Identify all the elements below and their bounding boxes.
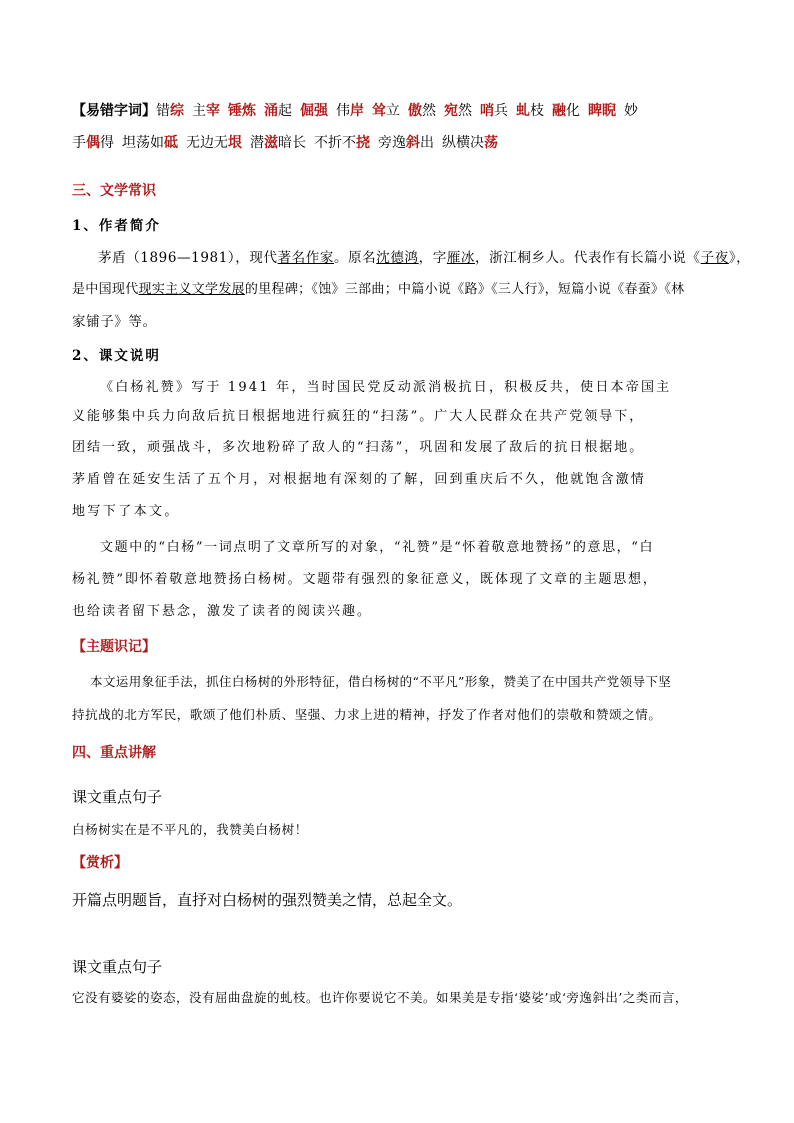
word: 潜滋暗长 [250,135,306,151]
underlined-text: 雁冰 [446,250,476,266]
appreciate-text: 开篇点明题旨，直抒对白杨树的强烈赞美之情，总起全文。 [72,891,463,909]
text: 的里程碑；《蚀》三部曲；中篇小说《路》《三人行》，短篇小说《春蚕》《林 [244,282,685,297]
text: 》， [728,250,751,266]
text-desc-line: 《白杨礼赞》写于 1941 年，当时国民党反动派消极抗日，积极反共，使日本帝国主 [100,380,672,395]
underlined-text: 子夜 [700,250,729,266]
text-desc-line: 也给读者留下悬念，激发了读者的阅读兴趣。 [72,604,373,619]
text: 茅盾（1896—1981），现代 [98,250,278,266]
key-sentence: 白杨树实在是不平凡的，我赞美白杨树！ [72,822,308,837]
word: 融化 [552,103,580,119]
section-4-title: 四、重点讲解 [72,745,156,761]
text: ，浙江桐乡人。代表作有长篇小说《 [475,250,701,266]
text-desc-line: 杨礼赞”即怀着敬意地赞扬白杨树。文题带有强烈的象征意义，既体现了文章的主题思想， [72,572,658,587]
text-desc-line: 地写下了本文。 [72,504,180,519]
word: 错综 [156,103,184,119]
underlined-text: 沈德鸿 [376,250,419,266]
word: 睥睨 [588,103,616,119]
word: 虬枝 [516,103,544,119]
text: 是中国现代 [72,282,139,297]
text-desc-line: 茅盾曾在延安生活了五个月，对根据地有深刻的了解，回到重庆后不久，他就饱含激情 [72,472,646,487]
key-sentence: 它没有婆娑的姿态，没有屈曲盘旋的虬枝。也许你要说它不美。如果美是专指‘婆娑’或‘旁逸斜出’之类而言， [72,990,688,1005]
word: 旁逸斜出 [378,135,434,151]
text-desc-line: 义能够集中兵力向敌后抗日根据地进行疯狂的“扫荡”。广大人民群众在共产党领导下， [72,409,645,424]
word: 手偶得 [72,135,114,151]
text: ，字 [418,250,447,266]
underlined-text: 现实主义文学发展 [138,282,245,297]
key-sentence-label: 课文重点句子 [72,958,163,976]
author-text-line-3: 家铺子》等。 [72,314,157,330]
word: 主宰 [192,103,220,119]
word: 妙 [624,103,638,119]
word: 锤炼 [228,103,256,119]
text-desc-line: 文题中的“白杨”一词点明了文章所写的对象，“礼赞”是“怀着敬意地赞扬”的意思，“白 [100,540,655,555]
theme-heading: 【主题识记】 [72,639,156,655]
text: 。原名 [333,250,377,266]
word: 伟岸 [336,103,364,119]
word: 哨兵 [480,103,508,119]
author-text-line-2 [72,278,684,297]
word: 倔强 [300,103,328,119]
text-heading: 2、课文说明 [72,348,161,364]
word: 坦荡如砥 [122,135,178,151]
author-heading: 1、作者简介 [72,218,161,234]
section-3-title: 三、文学常识 [72,183,156,199]
text-desc-line: 团结一致，顽强战斗，多次地粉碎了敌人的“扫荡”，巩固和发展了敌后的抗日根据地。 [72,440,645,455]
key-sentence-label: 课文重点句子 [72,788,163,806]
word: 傲然 [408,103,436,119]
easy-words-label: 【易错字词】 [72,103,156,119]
easy-words-row-2 [72,132,506,152]
word: 不折不挠 [314,135,370,151]
theme-text-line: 本文运用象征手法，抓住白杨树的外形特征，借白杨树的“不平凡”形象，赞美了在中国共产党领导下坚 [90,674,672,689]
theme-text-line: 持抗战的北方军民，歌颂了他们朴质、坚强、力求上进的精神，抒发了作者对他们的崇敬和赞颂之情。 [72,707,662,722]
word: 耸立 [372,103,400,119]
word: 纵横决荡 [442,135,498,151]
word: 无边无垠 [186,135,242,151]
underlined-text: 著名作家 [277,250,334,266]
appreciate-label: 【赏析】 [72,855,128,871]
easy-words-row-1 [72,100,646,120]
author-text-line-1 [98,246,750,266]
word: 宛然 [444,103,472,119]
word: 涌起 [264,103,292,119]
